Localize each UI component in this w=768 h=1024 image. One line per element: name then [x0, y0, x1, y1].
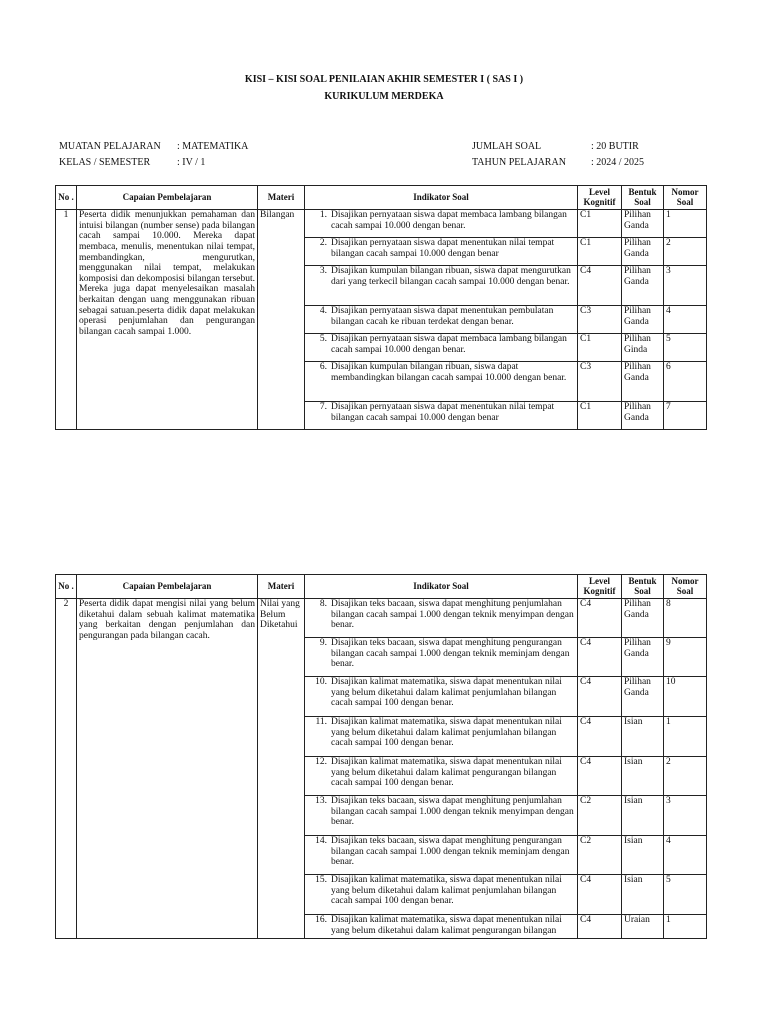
nomor-cell: 5	[664, 334, 707, 362]
indikator-cell	[305, 306, 578, 334]
nomor-cell: 3	[664, 266, 707, 306]
indikator-text: Disajikan pernyataan siswa dapat menentukan pembulatan bilangan cacah ke ribuan terdekat dengan benar.	[331, 306, 554, 327]
bentuk-cell: Isian	[622, 836, 664, 875]
nomor-cell: 2	[664, 238, 707, 266]
indikator-number: 5.	[319, 334, 327, 344]
col-bentuk: Bentuk Soal	[622, 575, 664, 599]
indikator-text: Disajikan teks bacaan, siswa dapat menghitung pengurangan bilangan cacah sampai 1.000 dengan teknik meminjam dengan benar.	[331, 638, 570, 670]
indikator-cell	[305, 677, 578, 717]
indikator-number: 16.	[315, 915, 327, 925]
indikator-number: 7.	[319, 402, 327, 412]
level-cell: C4	[578, 677, 622, 717]
level-cell: C3	[578, 306, 622, 334]
bentuk-cell: Pilihan Ganda	[622, 266, 664, 306]
indikator-number: 9.	[319, 638, 327, 648]
nomor-cell: 4	[664, 306, 707, 334]
indikator-text: Disajikan pernyataan siswa dapat menentukan nilai tempat bilangan cacah sampai 10.000 dengan benar	[331, 238, 555, 259]
nomor-cell: 1	[664, 717, 707, 757]
nomor-cell: 7	[664, 402, 707, 430]
level-cell: C2	[578, 796, 622, 836]
bentuk-cell: Isian	[622, 717, 664, 757]
nomor-cell: 5	[664, 875, 707, 915]
indikator-number: 2.	[319, 238, 327, 248]
level-cell: C1	[578, 210, 622, 238]
indikator-cell	[305, 638, 578, 677]
col-no: No .	[56, 186, 77, 210]
kisi-table-1	[55, 185, 707, 430]
bentuk-cell: Isian	[622, 757, 664, 796]
col-nomor: Nomor Soal	[664, 575, 707, 599]
level-cell: C4	[578, 599, 622, 638]
level-cell: C4	[578, 875, 622, 915]
indikator-text: Disajikan pernyataan siswa dapat membaca lambang bilangan cacah sampai 10.000 dengan benar.	[331, 210, 567, 231]
col-indikator: Indikator Soal	[305, 575, 578, 599]
nomor-cell: 1	[664, 915, 707, 939]
table-row	[56, 599, 707, 638]
bentuk-cell: Pilihan Ganda	[622, 238, 664, 266]
indikator-text: Disajikan teks bacaan, siswa dapat menghitung pengurangan bilangan cacah sampai 1.000 dengan teknik meminjam dengan benar.	[331, 836, 570, 868]
nomor-cell: 9	[664, 638, 707, 677]
tahun-label: TAHUN PELAJARAN	[472, 157, 566, 168]
indikator-cell	[305, 402, 578, 430]
row-number: 1	[56, 210, 77, 430]
indikator-cell	[305, 836, 578, 875]
bentuk-cell: Uraian	[622, 915, 664, 939]
bentuk-cell: Pilihan Ganda	[622, 362, 664, 402]
document-subtitle: KURIKULUM MERDEKA	[324, 91, 444, 102]
bentuk-cell: Pilihan Ganda	[622, 677, 664, 717]
level-cell: C4	[578, 717, 622, 757]
bentuk-cell: Pilihan Ginda	[622, 334, 664, 362]
indikator-number: 8.	[319, 599, 327, 609]
indikator-number: 4.	[319, 306, 327, 316]
indikator-text: Disajikan pernyataan siswa dapat membaca lambang bilangan cacah sampai 10.000 dengan benar.	[331, 334, 567, 355]
nomor-cell: 2	[664, 757, 707, 796]
indikator-cell	[305, 362, 578, 402]
muatan-label: MUATAN PELAJARAN	[59, 141, 161, 152]
materi-text: Nilai yang Belum Diketahui	[258, 599, 305, 939]
nomor-cell: 4	[664, 836, 707, 875]
indikator-text: Disajikan pernyataan siswa dapat menentukan nilai tempat bilangan cacah sampai 10.000 dengan benar	[331, 402, 555, 423]
level-cell: C1	[578, 238, 622, 266]
nomor-cell: 1	[664, 210, 707, 238]
bentuk-cell: Pilihan Ganda	[622, 638, 664, 677]
bentuk-cell: Pilihan Ganda	[622, 210, 664, 238]
col-level: Level Kognitif	[578, 186, 622, 210]
indikator-text: Disajikan kumpulan bilangan ribuan, siswa dapat mengurutkan dari yang terkecil bilangan cacah sampai 10.000 dengan benar.	[331, 266, 571, 287]
bentuk-cell: Pilihan Ganda	[622, 306, 664, 334]
indikator-text: Disajikan kumpulan bilangan ribuan, siswa dapat membandingkan bilangan cacah sampai 10.000 dengan benar.	[331, 362, 567, 383]
col-no: No .	[56, 575, 77, 599]
capaian-text: Peserta didik menunjukkan pemahaman dan intuisi bilangan (number sense) pada bilangan cacah sampai 10.000. Mereka dapat membaca, menulis, menentukan nilai tempat, membandingkan, mengurutkan, menggunakan nilai tempat, melakukan komposisi dan dekomposisi bilangan tersebut. Mereka juga dapat menyelesaikan masalah berkaitan dengan uang menggunakan ribuan sebagai satuan.peserta didik dapat melakukan operasi penjumlahan dan pengurangan bilangan cacah sampai 1.000.	[77, 210, 258, 430]
indikator-number: 6.	[319, 362, 327, 372]
level-cell: C4	[578, 638, 622, 677]
level-cell: C3	[578, 362, 622, 402]
col-indikator: Indikator Soal	[305, 186, 578, 210]
indikator-text: Disajikan kalimat matematika, siswa dapat menentukan nilai yang belum diketahui dalam kalimat pengurangan bilangan cacah sampai 100 dengan benar.	[331, 757, 562, 789]
indikator-number: 3.	[319, 266, 327, 276]
indikator-number: 11.	[315, 717, 327, 727]
indikator-cell	[305, 599, 578, 638]
indikator-number: 1.	[319, 210, 327, 220]
capaian-text: Peserta didik dapat mengisi nilai yang belum diketahui dalam sebuah kalimat matematika yang berkaitan dengan penjumlahan dan pengurangan pada bilangan cacah.	[77, 599, 258, 939]
nomor-cell: 6	[664, 362, 707, 402]
level-cell: C1	[578, 402, 622, 430]
level-cell: C2	[578, 836, 622, 875]
indikator-cell	[305, 915, 578, 939]
indikator-cell	[305, 334, 578, 362]
bentuk-cell: Isian	[622, 796, 664, 836]
col-level: Level Kognitif	[578, 575, 622, 599]
bentuk-cell: Pilihan Ganda	[622, 402, 664, 430]
indikator-text: Disajikan kalimat matematika, siswa dapat menentukan nilai yang belum diketahui dalam kalimat penjumlahan bilangan cacah sampai 100 dengan benar.	[331, 717, 562, 749]
nomor-cell: 10	[664, 677, 707, 717]
col-materi: Materi	[258, 575, 305, 599]
document-title: KISI – KISI SOAL PENILAIAN AKHIR SEMESTER I ( SAS I )	[244, 74, 524, 85]
kelas-label: KELAS / SEMESTER	[59, 157, 151, 168]
indikator-cell	[305, 717, 578, 757]
row-number: 2	[56, 599, 77, 939]
muatan-value: : MATEMATIKA	[177, 141, 249, 152]
indikator-cell	[305, 266, 578, 306]
level-cell: C1	[578, 334, 622, 362]
level-cell: C4	[578, 757, 622, 796]
indikator-cell	[305, 210, 578, 238]
indikator-number: 12.	[315, 757, 327, 767]
nomor-cell: 3	[664, 796, 707, 836]
level-cell: C4	[578, 915, 622, 939]
tahun-value: : 2024 / 2025	[591, 157, 645, 168]
indikator-text: Disajikan teks bacaan, siswa dapat menghitung penjumlahan bilangan cacah sampai 1.000 dengan teknik menyimpan dengan benar.	[331, 796, 574, 828]
jumlah-value: : 20 BUTIR	[591, 141, 639, 152]
indikator-cell	[305, 757, 578, 796]
indikator-cell	[305, 238, 578, 266]
col-materi: Materi	[258, 186, 305, 210]
indikator-text: Disajikan kalimat matematika, siswa dapat menentukan nilai yang belum diketahui dalam kalimat pengurangan bilangan	[331, 915, 562, 936]
jumlah-label: JUMLAH SOAL	[472, 141, 542, 152]
bentuk-cell: Isian	[622, 875, 664, 915]
indikator-text: Disajikan kalimat matematika, siswa dapat menentukan nilai yang belum diketahui dalam kalimat penjumlahan bilangan cacah sampai 100 dengan benar.	[331, 875, 562, 907]
indikator-text: Disajikan teks bacaan, siswa dapat menghitung penjumlahan bilangan cacah sampai 1.000 dengan teknik menyimpan dengan benar.	[331, 599, 574, 631]
level-cell: C4	[578, 266, 622, 306]
nomor-cell: 8	[664, 599, 707, 638]
materi-text: Bilangan	[258, 210, 305, 430]
col-nomor: Nomor Soal	[664, 186, 707, 210]
indikator-cell	[305, 796, 578, 836]
indikator-cell	[305, 875, 578, 915]
indikator-number: 13.	[315, 796, 327, 806]
col-bentuk: Bentuk Soal	[622, 186, 664, 210]
col-capaian: Capaian Pembelajaran	[77, 186, 258, 210]
kelas-value: : IV / 1	[177, 157, 206, 168]
indikator-number: 15.	[315, 875, 327, 885]
kisi-table-2	[55, 574, 707, 939]
table-row	[56, 210, 707, 238]
indikator-number: 10.	[315, 677, 327, 687]
bentuk-cell: Pilihan Ganda	[622, 599, 664, 638]
indikator-number: 14.	[315, 836, 327, 846]
col-capaian: Capaian Pembelajaran	[77, 575, 258, 599]
indikator-text: Disajikan kalimat matematika, siswa dapat menentukan nilai yang belum diketahui dalam kalimat penjumlahan bilangan cacah sampai 100 dengan benar.	[331, 677, 562, 709]
